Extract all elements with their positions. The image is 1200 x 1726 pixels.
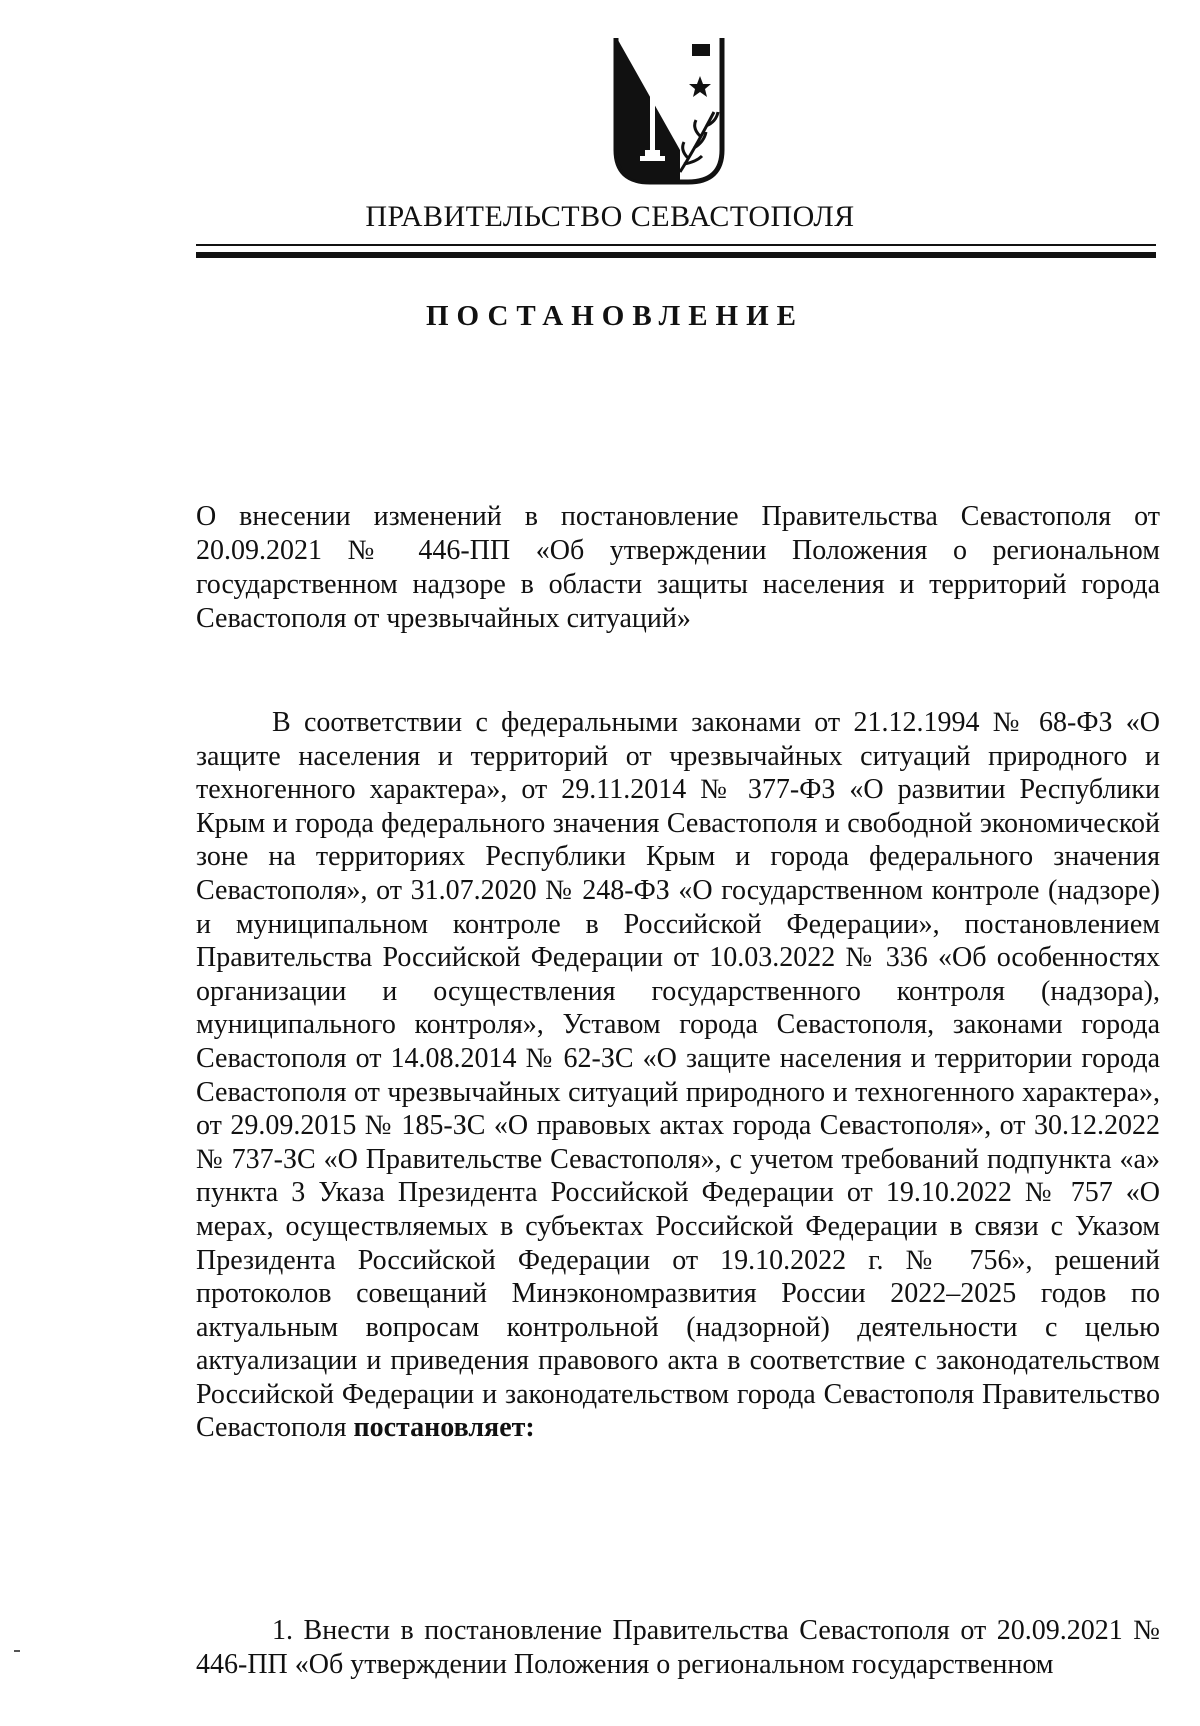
document-title: О внесении изменений в постановление Правительства Севастополя от 20.09.2021 № 446-ПП «Об утверждении Положения о региональном государственном надзоре в области защиты населения и территорий города Севастополя от чрезвычайных ситуаций» (196, 501, 1160, 634)
header-divider-thick (196, 252, 1156, 258)
preamble (196, 706, 1160, 1445)
scan-artifact (14, 1650, 20, 1652)
document-type-heading: ПОСТАНОВЛЕНИЕ (425, 300, 804, 332)
preamble-text: В соответствии с федеральными законами от 21.12.1994 № 68-ФЗ «О защите населения и территорий от чрезвычайных ситуаций природного и техногенного характера», от 29.11.2014 № 377-ФЗ «О развитии Республики Крым и города федерального значения Севастополя и свободной экономической зоне на территориях Республики Крым и города федерального значения Севастополя», от 31.07.2020 № 248-ФЗ «О государственном контроле (надзоре) и муниципальном контроле в Российской Федерации», постановлением Правительства Российской Федерации от 10.03.2022 № 336 «Об особенностях организации и осуществления государственного контроля (надзора), муниципального контроля», Уставом города Севастополя, законами города Севастополя от 14.08.2014 № 62-ЗС «О защите населения и территории города Севастополя от чрезвычайных ситуаций природного и техногенного характера», от 29.09.2015 № 185-ЗС «О правовых актах города Севастополя», от 30.12.2022 № 737-ЗС «О Правительстве Севастополя», с учетом требований подпункта «а» пункта 3 Указа Президента Российской Федерации от 19.10.2022 № 757 «О мерах, осуществляемых в субъектах Российской Федерации в связи с Указом Президента Российской Федерации от 19.10.2022 г. № 756», решений протоколов совещаний Минэкономразвития России 2022–2025 годов по актуальным вопросам контрольной (надзорной) деятельности с целью актуализации и приведения правового акта в соответствие с законодательством Российской Федерации и законодательством города Севастополя Правительство Севастополя (196, 707, 1160, 1444)
coat-of-arms-icon (610, 32, 728, 194)
list-item: 1. Внести в постановление Правительства Севастополя от 20.09.2021 № 446-ПП «Об утверждении Положения о региональном государственном (196, 1615, 1160, 1680)
decree-word: постановляет: (353, 1412, 535, 1444)
item-list (196, 1614, 1160, 1681)
header-divider-thin (196, 244, 1156, 246)
organization-name: ПРАВИТЕЛЬСТВО СЕВАСТОПОЛЯ (365, 200, 855, 233)
preamble-paragraph (196, 706, 1160, 1445)
